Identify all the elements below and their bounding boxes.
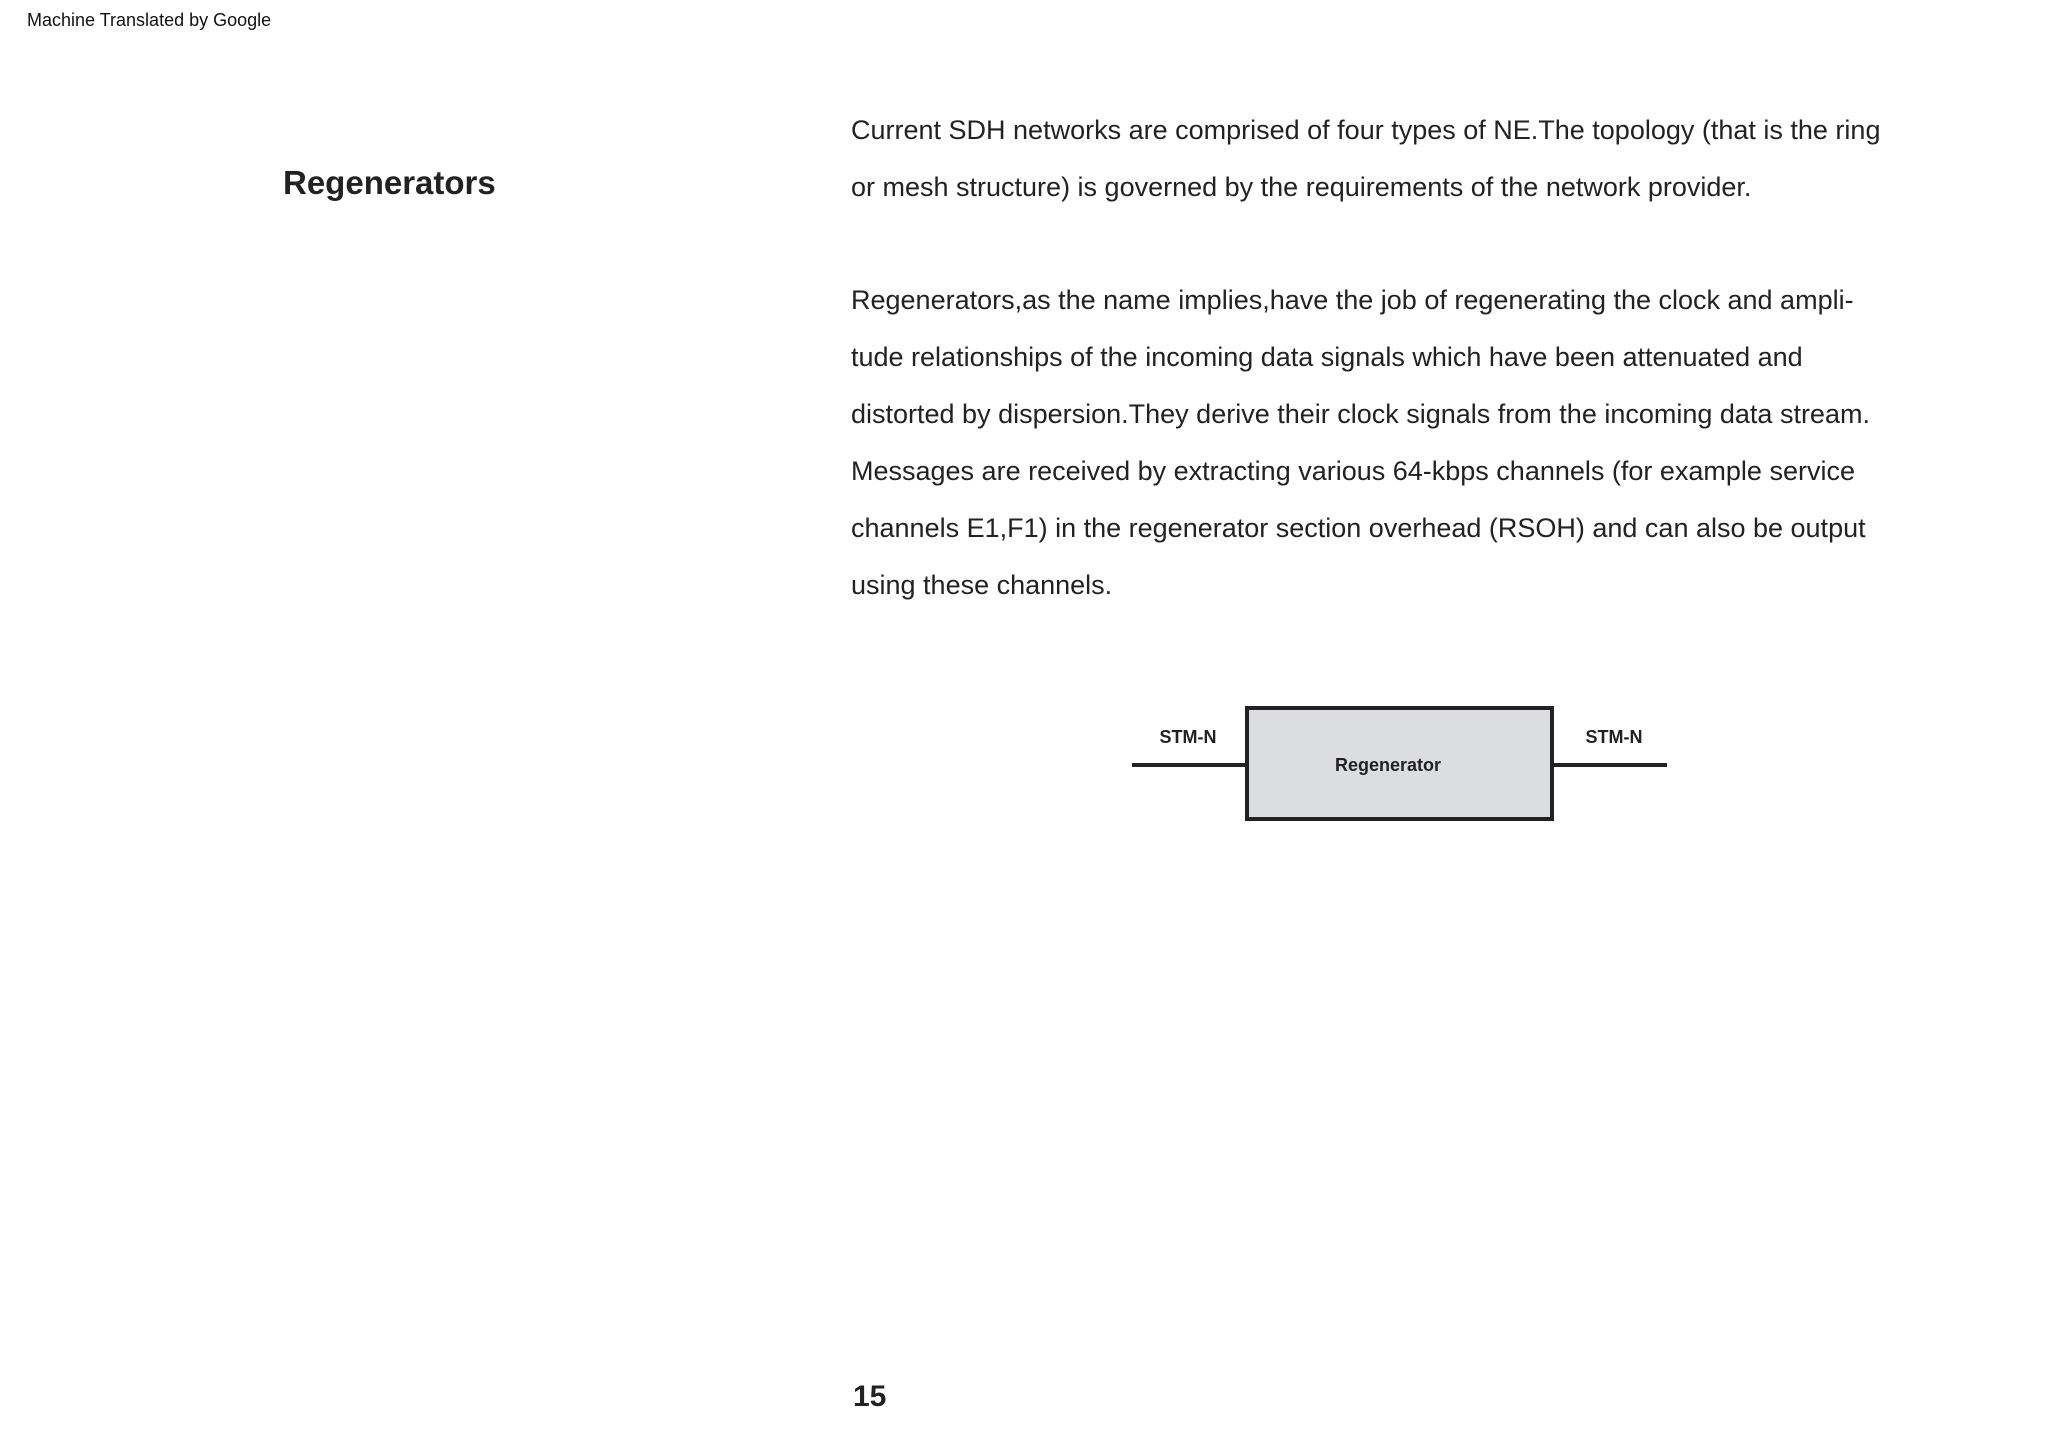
text-line: using these channels. (851, 570, 1113, 600)
regenerators-paragraph (851, 272, 1971, 614)
input-stm-label: STM-N (1159, 727, 1217, 747)
text-line: channels E1,F1) in the regenerator section overhead (RSOH) and can also be output (851, 513, 1866, 543)
regenerator-diagram-svg (1120, 700, 1680, 830)
section-title: Regenerators (283, 164, 496, 201)
text-line: distorted by dispersion.They derive their clock signals from the incoming data stream. (851, 399, 1870, 429)
page-number: 15 (853, 1380, 887, 1413)
regenerator-box-label: Regenerator (1334, 755, 1442, 775)
text-line: Current SDH networks are comprised of four types of NE.The topology (that is the ring (851, 115, 1881, 145)
output-stm-label: STM-N (1585, 727, 1643, 747)
machine-translation-banner: Machine Translated by Google (27, 10, 272, 30)
intro-paragraph (851, 102, 1971, 216)
text-line: tude relationships of the incoming data signals which have been attenuated and (851, 342, 1803, 372)
regenerator-diagram (1120, 700, 1680, 830)
text-line: Regenerators,as the name implies,have the job of regenerating the clock and ampli- (851, 285, 1854, 315)
text-line: Messages are received by extracting various 64-kbps channels (for example service (851, 456, 1855, 486)
text-line: or mesh structure) is governed by the requirements of the network provider. (851, 172, 1752, 202)
